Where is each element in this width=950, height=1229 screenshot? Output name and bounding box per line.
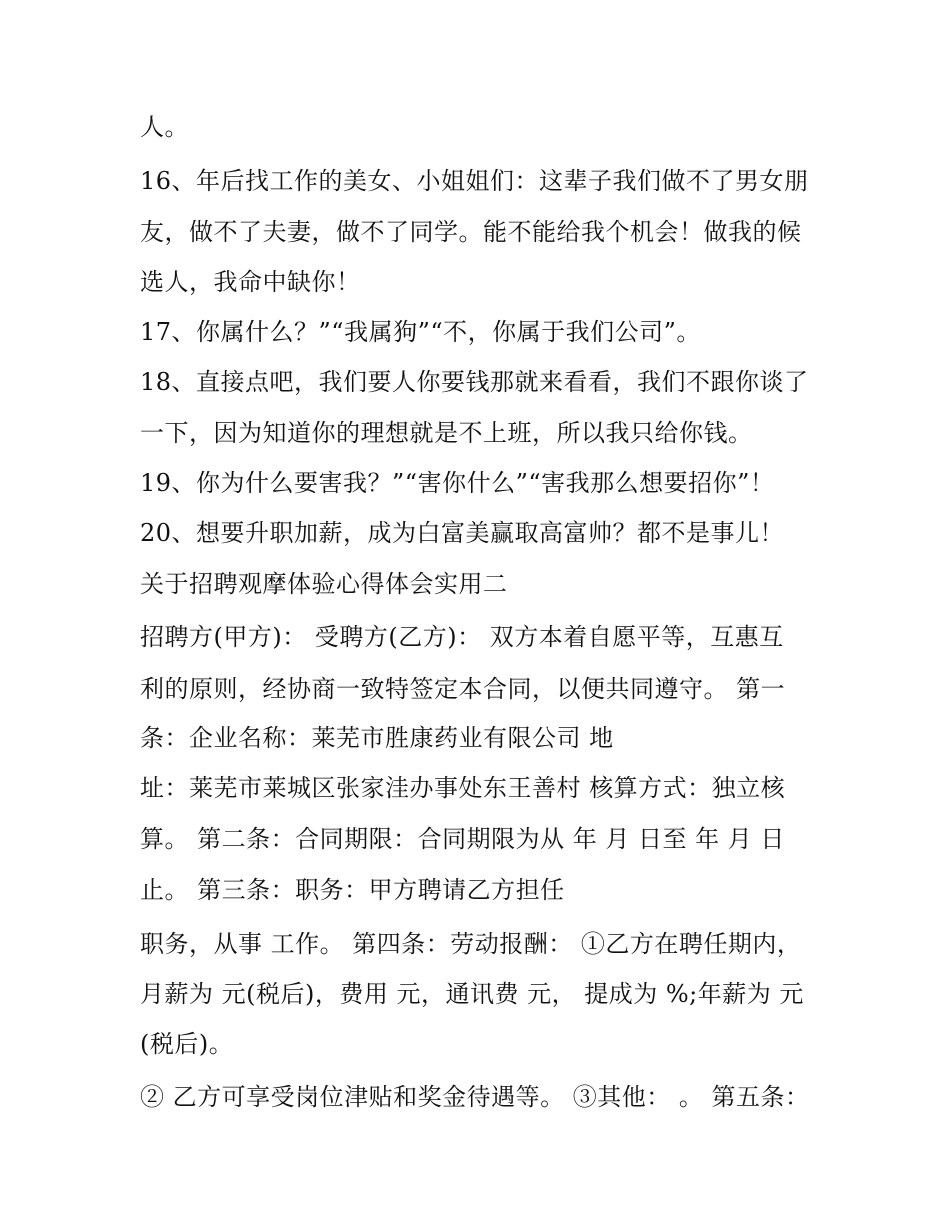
text-line: 16、年后找工作的美女、小姐姐们：这辈子我们做不了男女朋 (140, 167, 809, 195)
text-line: (税后)。 (140, 1030, 234, 1058)
section-heading: 关于招聘观摩体验心得体会实用二 (140, 570, 508, 598)
text-line: ② 乙方可享受岗位津贴和奖金待遇等。 ③其他： 。 第五条： (140, 1083, 810, 1111)
text-line: 20、想要升职加薪，成为白富美赢取高富帅？都不是事儿！ (140, 519, 785, 547)
text-line: 条：企业名称：莱芜市胜康药业有限公司 地 (140, 724, 614, 752)
text-line: 17、你属什么？”“我属狗”“不，你属于我们公司”。 (140, 318, 701, 346)
text-line: 利的原则，经协商一致特签定本合同，以便共同遵守。 第一 (140, 675, 786, 703)
text-line: 友，做不了夫妻，做不了同学。能不能给我个机会！做我的候 (140, 218, 802, 246)
text-line: 19、你为什么要害我？”“害你什么”“害我那么想要招你”！ (140, 469, 775, 497)
text-line: 职务，从事 工作。 第四条：劳动报酬： ①乙方在聘任期内， (140, 930, 802, 958)
text-line: 算。 第二条：合同期限：合同期限为从 年 月 日至 年 月 日 (140, 825, 785, 853)
text-line: 月薪为 元(税后)，费用 元，通讯费 元， 提成为 %;年薪为 元 (140, 980, 804, 1008)
text-line: 址：莱芜市莱城区张家洼办事处东王善村 核算方式：独立核 (140, 774, 786, 802)
text-line: 人。 (140, 113, 189, 141)
text-line: 止。 第三条：职务：甲方聘请乙方担任 (140, 876, 565, 904)
text-line: 一下，因为知道你的理想就是不上班，所以我只给你钱。 (140, 419, 753, 447)
text-line: 选人，我命中缺你！ (140, 268, 361, 296)
text-line: 18、直接点吧，我们要人你要钱那就来看看，我们不跟你谈了 (140, 368, 809, 396)
text-line: 招聘方(甲方)： 受聘方(乙方)： 双方本着自愿平等，互惠互 (140, 623, 784, 651)
